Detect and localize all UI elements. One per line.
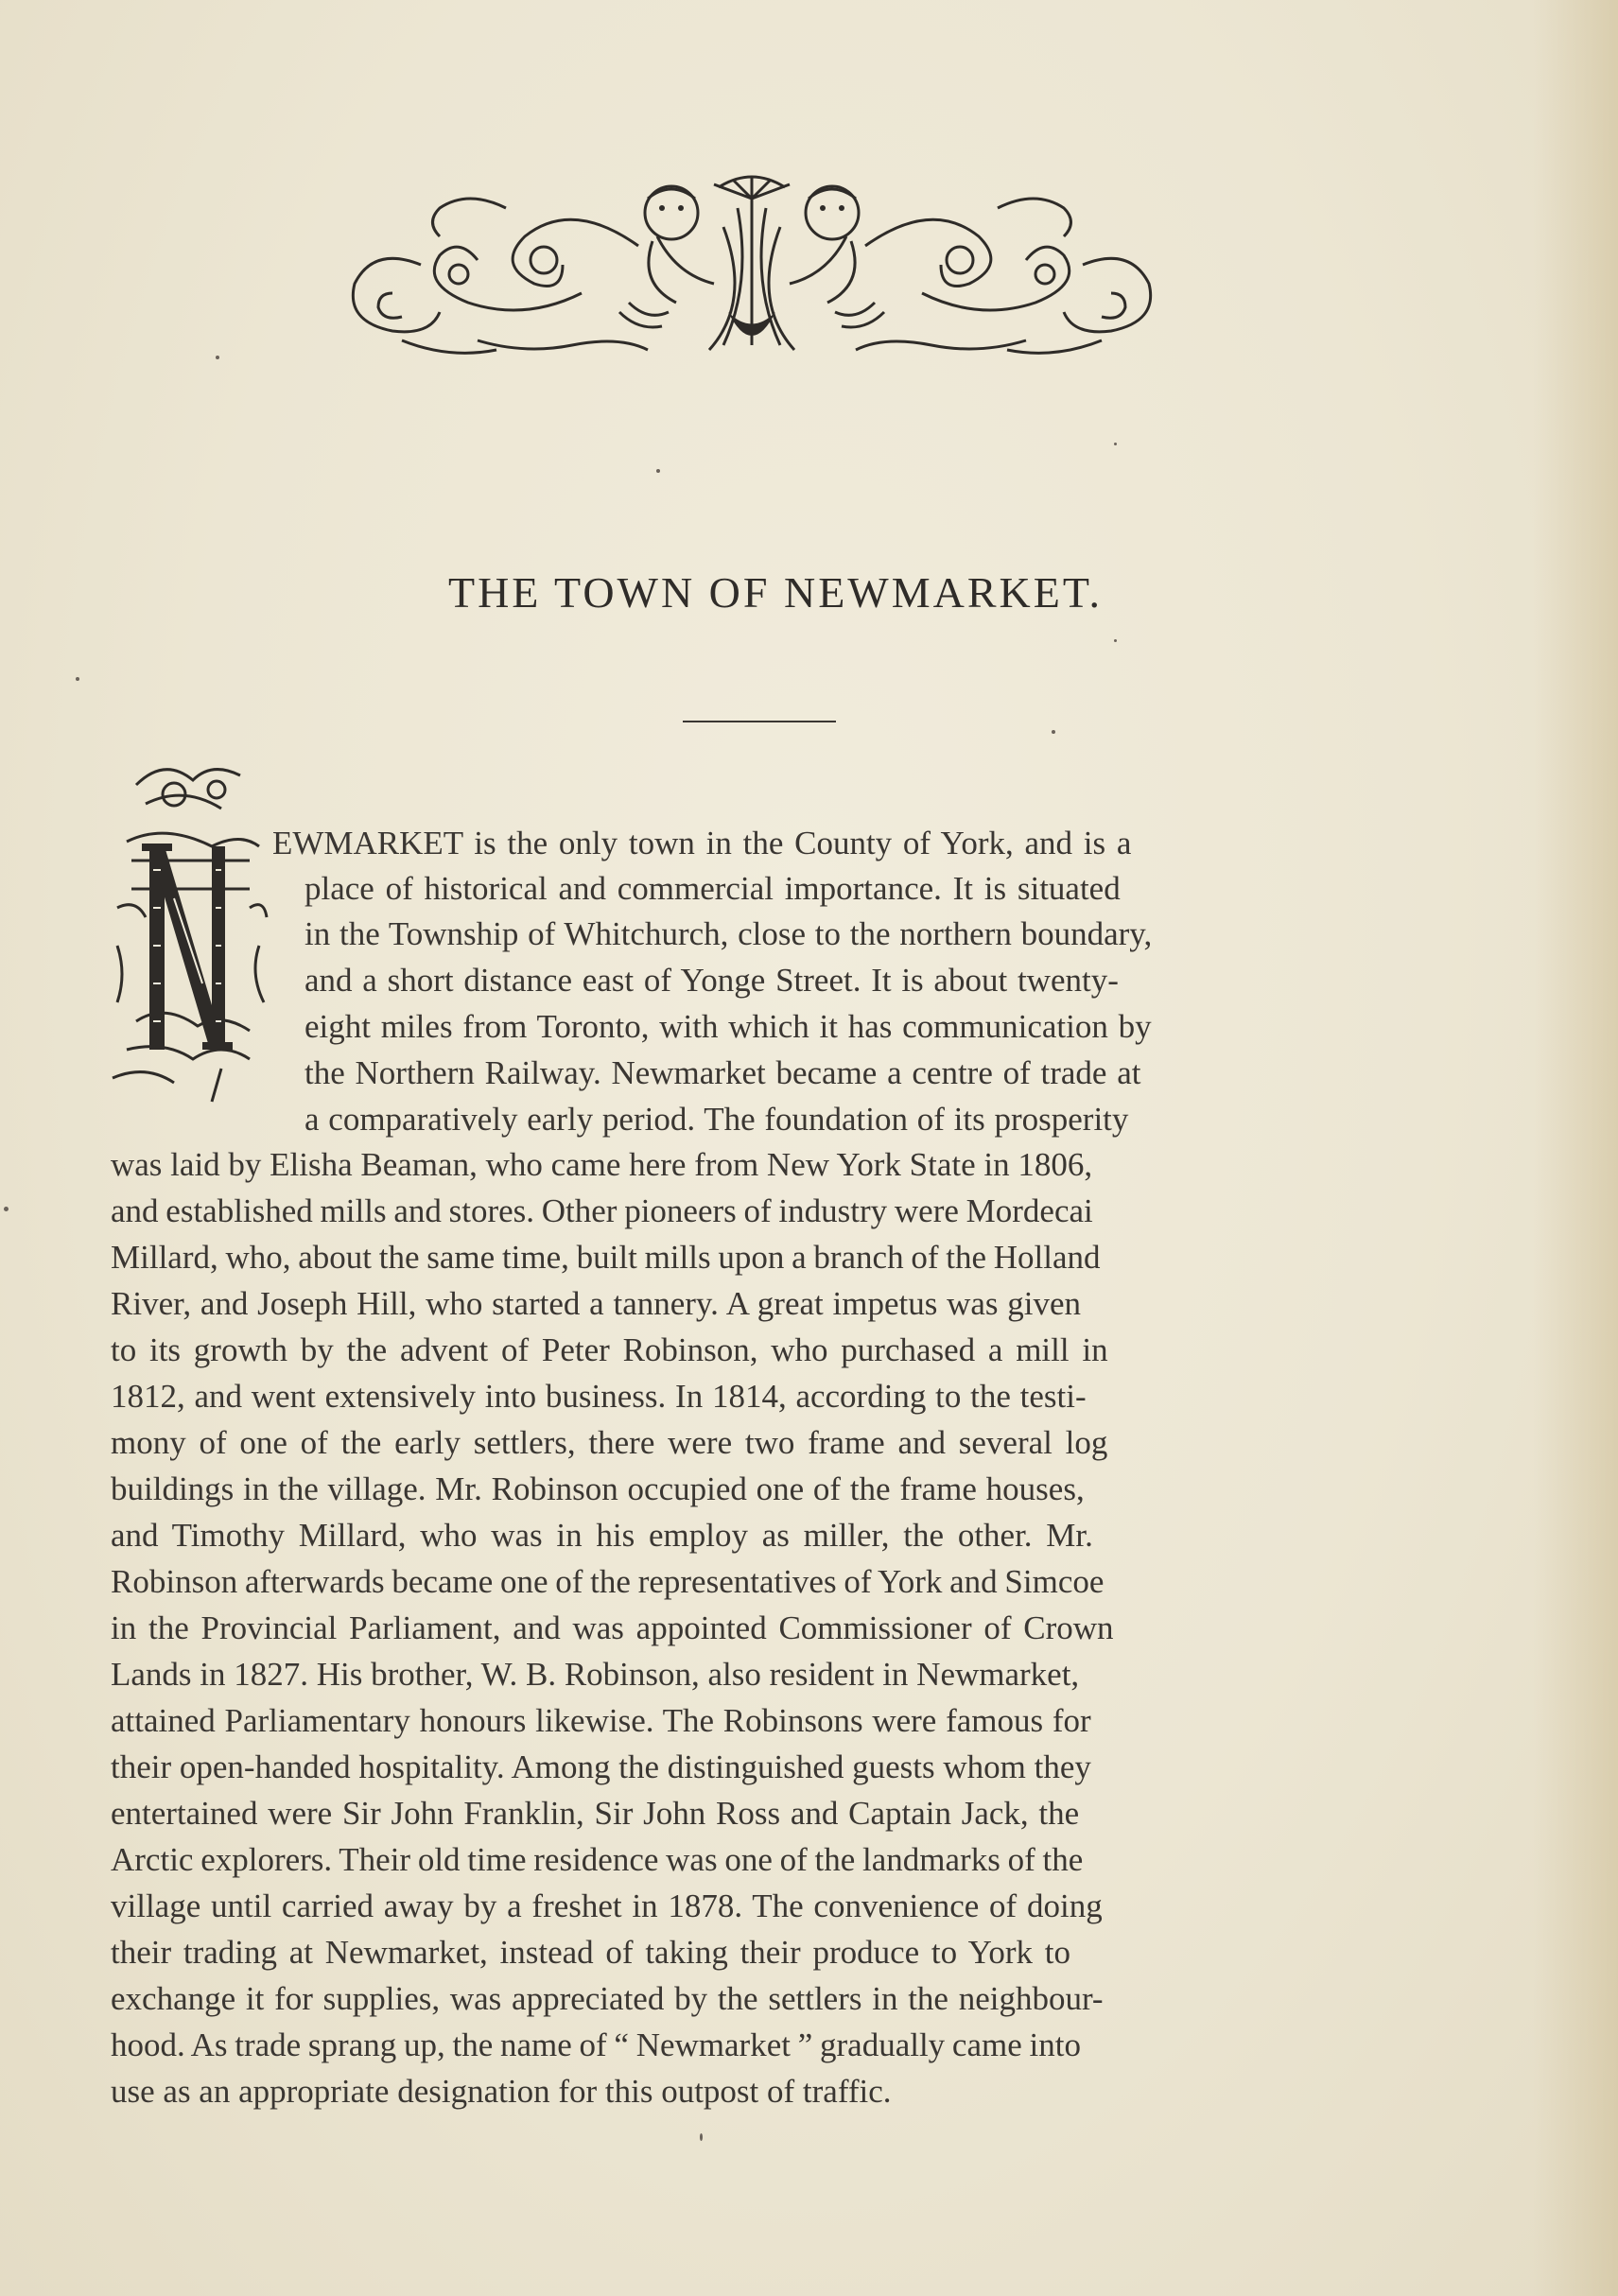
page-edge-shadow — [1533, 0, 1618, 2296]
body-line-11: River, and Joseph Hill, who started a tannery. A great impetus was given — [111, 1285, 1082, 1322]
body-line-28: use as an appropriate designation for this outpost of traffic. — [111, 2073, 892, 2110]
body-line-19: Lands in 1827. His brother, W. B. Robinson, also resident in Newmarket, — [111, 1656, 1080, 1693]
paper-speck — [1114, 443, 1117, 445]
paper-speck — [1114, 639, 1117, 642]
body-line-12: to its growth by the advent of Peter Robinson, who purchased a mill in — [111, 1331, 1108, 1368]
body-line-3: in the Township of Whitchurch, close to the northern boundary, — [304, 915, 1153, 952]
body-line-24: village until carried away by a freshet in 1878. The convenience of doing — [111, 1887, 1103, 1924]
body-line-18: in the Provincial Parliament, and was appointed Commissioner of Crown — [111, 1609, 1114, 1646]
body-line-15: buildings in the village. Mr. Robinson occupied one of the frame houses, — [111, 1470, 1085, 1507]
paper-speck — [76, 677, 79, 681]
paper-speck — [700, 2133, 703, 2141]
title-divider — [683, 721, 836, 722]
body-line-23: Arctic explorers. Their old time residence was one of the landmarks of the — [111, 1841, 1084, 1878]
body-line-9: and established mills and stores. Other pioneers of industry were Mordecai — [111, 1192, 1093, 1229]
paper-speck — [216, 356, 219, 359]
body-line-26: exchange it for supplies, was appreciated by the settlers in the neighbour- — [111, 1980, 1104, 2017]
body-line-21: their open-handed hospitality. Among the distinguished guests whom they — [111, 1748, 1091, 1785]
body-line-6: the Northern Railway. Newmarket became a centre of trade at — [304, 1054, 1141, 1091]
body-line-17: Robinson afterwards became one of the representatives of York and Simcoe — [111, 1563, 1105, 1600]
body-line-4: and a short distance east of Yonge Street. It is about twenty- — [304, 962, 1119, 999]
body-line-22: entertained were Sir John Franklin, Sir John Ross and Captain Jack, the — [111, 1795, 1080, 1832]
body-line-25: their trading at Newmarket, instead of taking their produce to York to — [111, 1934, 1071, 1971]
paper-speck — [4, 1207, 9, 1211]
body-line-8: was laid by Elisha Beaman, who came here from New York State in 1806, — [111, 1146, 1093, 1183]
body-line-7: a comparatively early period. The foundation of its prosperity — [304, 1101, 1129, 1138]
body-line-10: Millard, who, about the same time, built mills upon a branch of the Holland — [111, 1239, 1101, 1276]
body-line-13: 1812, and went extensively into business. In 1814, according to the testi- — [111, 1378, 1087, 1415]
body-line-20: attained Parliamentary honours likewise. The Robinsons were famous for — [111, 1702, 1091, 1739]
body-line-2: place of historical and commercial importance. It is situated — [304, 870, 1121, 907]
page-title: THE TOWN OF NEWMARKET. — [447, 568, 1104, 617]
body-line-5: eight miles from Toronto, with which it has communication by — [304, 1008, 1152, 1045]
paper-speck — [1052, 730, 1055, 734]
body-line-16: and Timothy Millard, who was in his employ as miller, the other. Mr. — [111, 1517, 1093, 1554]
cherub-scroll-ornament-icon — [336, 170, 1168, 359]
ornate-initial-n-icon — [108, 757, 269, 1106]
body-line-27: hood. As trade sprang up, the name of “ Newmarket ” gradually came into — [111, 2026, 1081, 2063]
body-line-14: mony of one of the early settlers, there were two frame and several log — [111, 1424, 1108, 1461]
paper-speck — [656, 469, 660, 473]
body-line-1: EWMARKET is the only town in the County of York, and is a — [272, 825, 1132, 861]
